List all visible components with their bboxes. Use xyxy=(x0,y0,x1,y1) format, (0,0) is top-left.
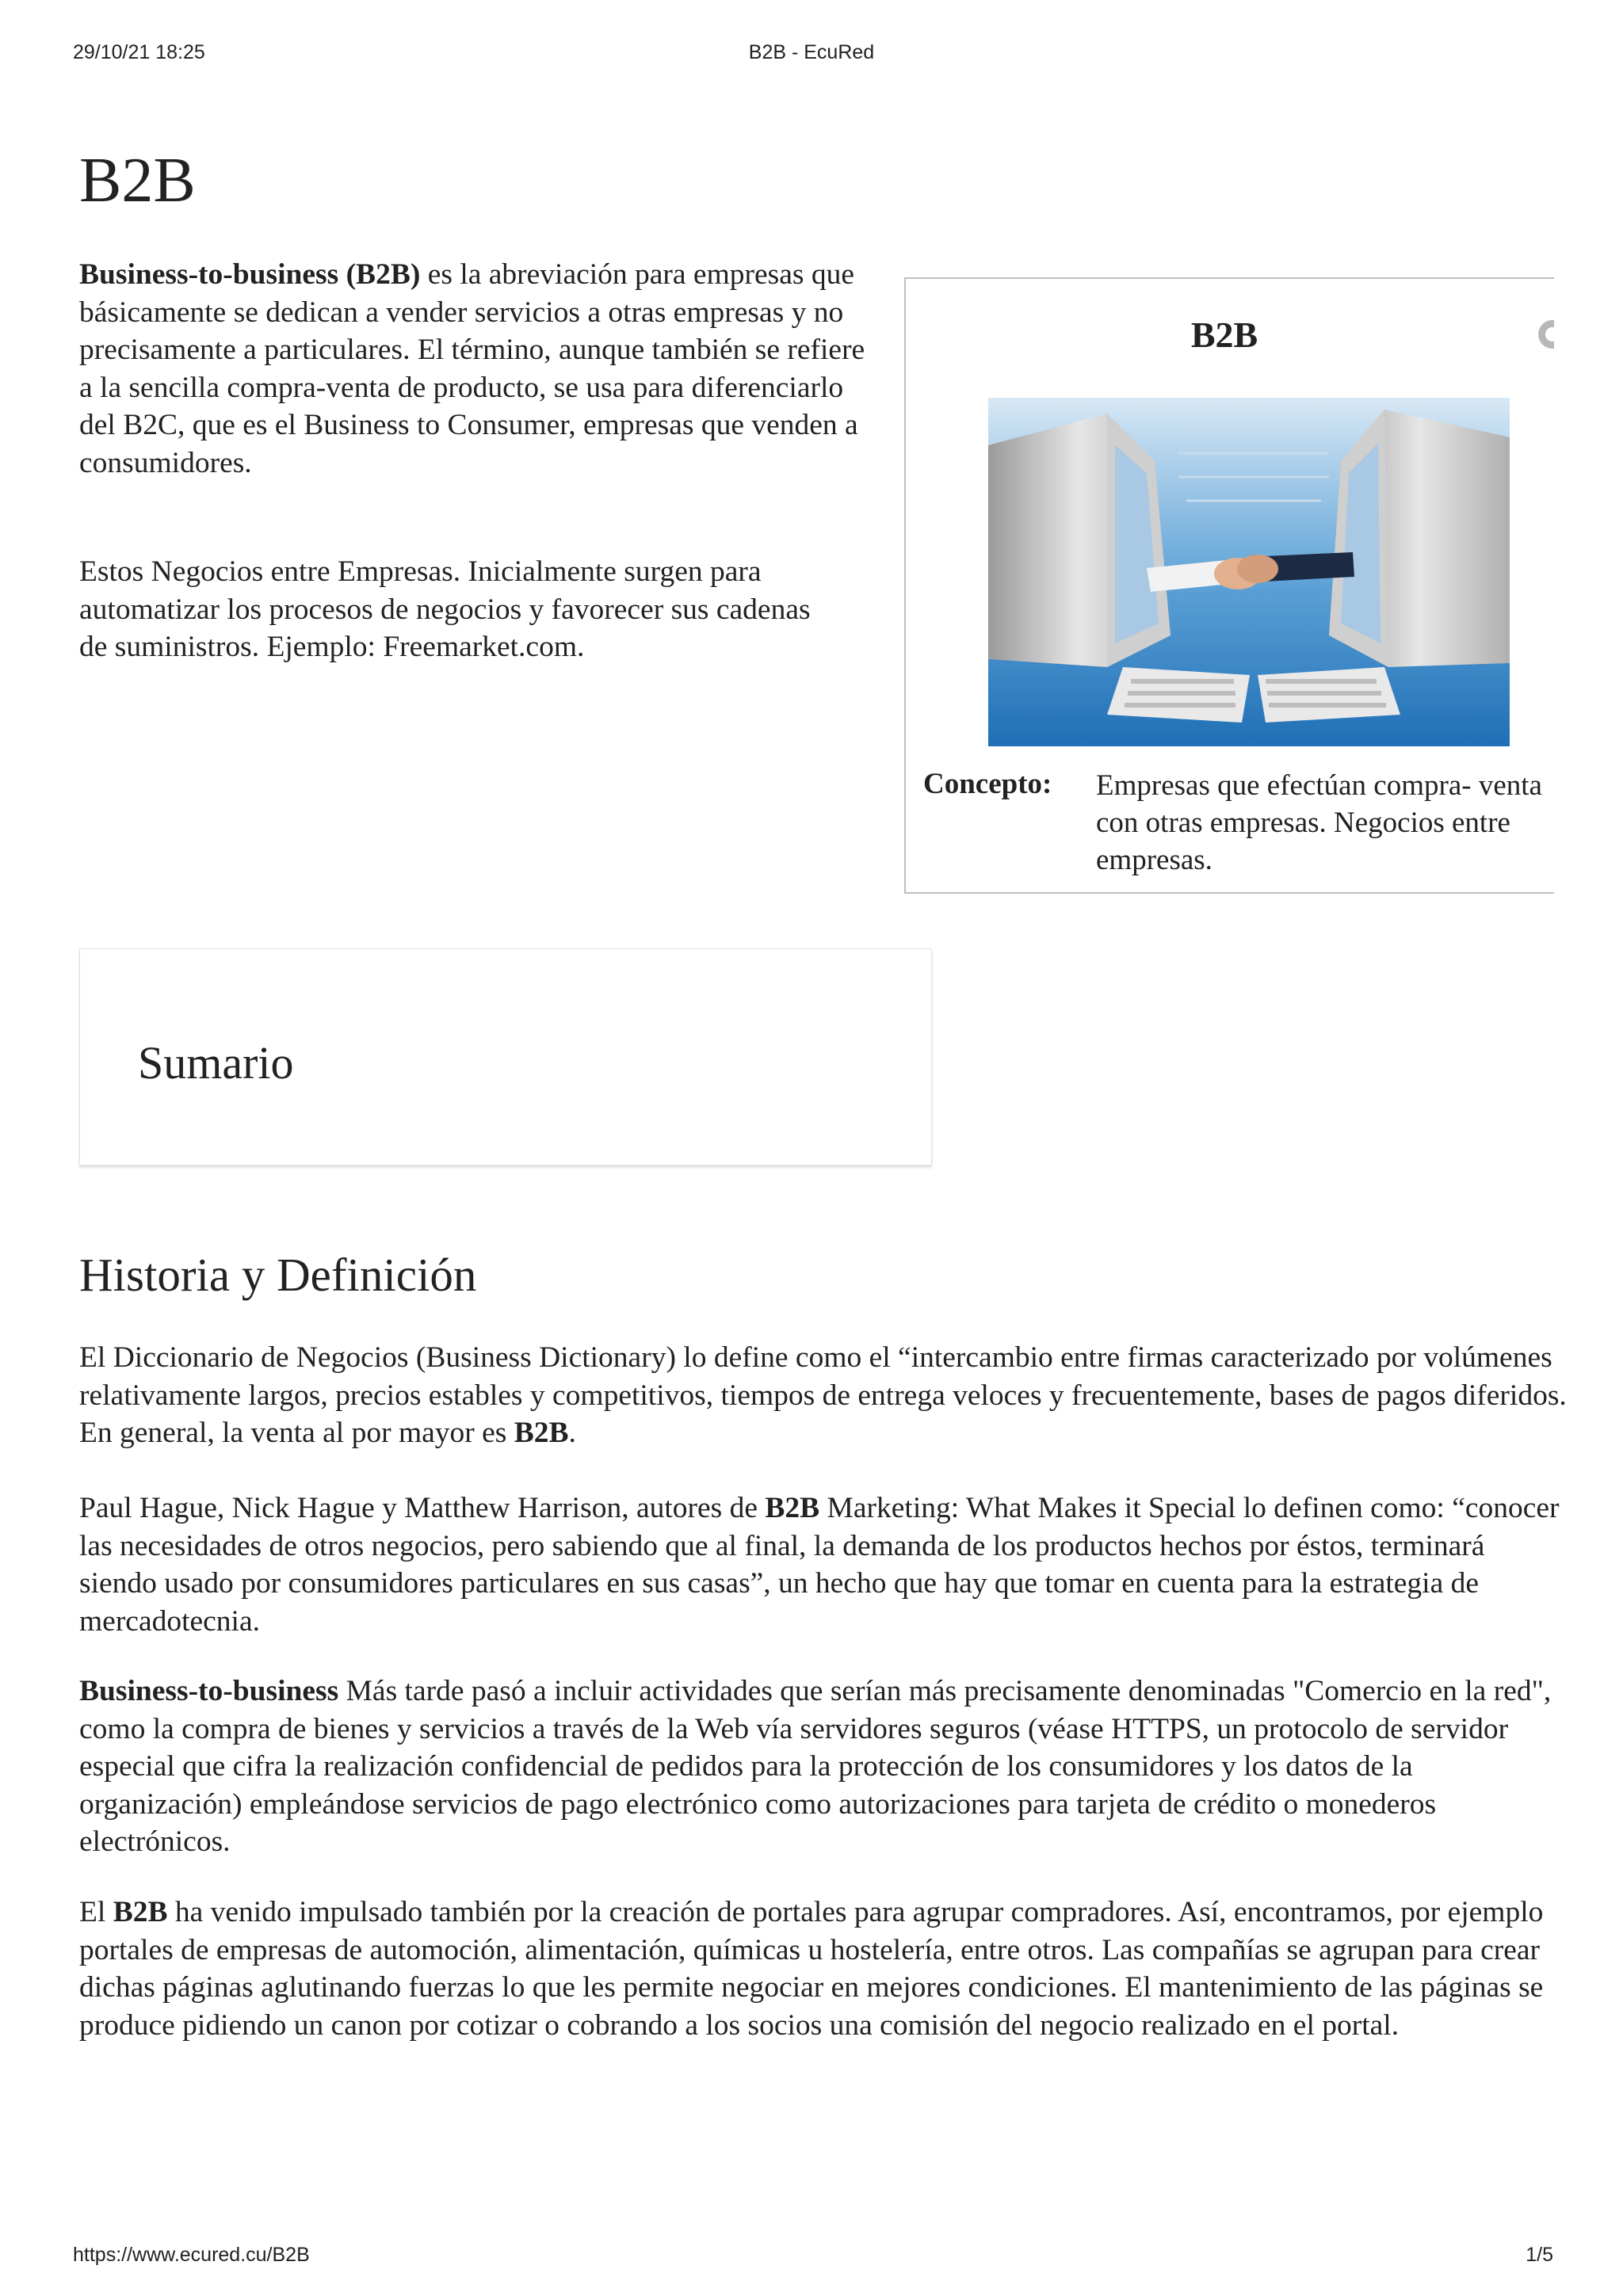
intro-paragraph-1 xyxy=(79,256,872,482)
intro-paragraph-2: Estos Negocios entre Empresas. Inicialmente surgen para automatizar los procesos de negocios y favorecer sus cadenas de suministros. Ejemplo: Freemarket.com. xyxy=(79,555,811,663)
print-page-number: 1/5 xyxy=(1526,2244,1553,2266)
section-paragraph-3 xyxy=(79,1672,1569,1861)
concept-label: Concepto: xyxy=(923,768,1052,800)
paragraph-text: ha venido impulsado también por la creación de portales para agrupar compradores. Así, encontramos, por ejemplo portales de empresas de automoción, alimentación, químicas u hostelería, entre otros. Las compañías se agrupan para crear dichas páginas aglutinando fuerzas lo que les permite negociar en mejores condiciones. El mantenimiento de las páginas se produce pidiendo un canon por cotizar o cobrando a los socios una comisión del negocio realizado en el portal. xyxy=(79,1896,1544,2042)
section-paragraph-2 xyxy=(79,1489,1569,1640)
section-paragraph-4 xyxy=(79,1894,1569,2044)
print-url: https://www.ecured.cu/B2B xyxy=(73,2244,310,2266)
section-heading: Historia y Definición xyxy=(79,1249,477,1301)
bold-term: B2B xyxy=(514,1417,569,1449)
handshake-computers-image xyxy=(988,398,1510,746)
paragraph-text: El Diccionario de Negocios (Business Dictionary) lo define como el “intercambio entre firmas caracterizado por volúmenes relativamente largos, precios estables y competitivos, tiempos de entrega veloces y frecuentemente, bases de pagos diferidos. En general, la venta al por mayor es xyxy=(79,1341,1567,1449)
paragraph-text: El xyxy=(79,1896,113,1928)
infobox xyxy=(904,277,1554,894)
infobox-image xyxy=(988,398,1510,746)
print-doc-title: B2B - EcuRed xyxy=(748,41,875,63)
toc-title[interactable]: Sumario xyxy=(138,1037,294,1089)
paragraph-text: . xyxy=(568,1417,576,1449)
table-of-contents xyxy=(79,948,932,1165)
page-title: B2B xyxy=(79,146,196,215)
paragraph-text: Paul Hague, Nick Hague y Matthew Harrison, autores de xyxy=(79,1492,766,1524)
concept-value: Empresas que efectúan compra- venta con otras empresas. Negocios entre empresas. xyxy=(1096,769,1542,876)
bold-term: B2B xyxy=(113,1896,168,1928)
intro-text: es la abreviación para empresas que básicamente se dedican a vender servicios a otras empresas y no precisamente a particulares. El término, aunque también se refiere a la sencilla compra-venta de producto, se usa para diferenciarlo del B2C, que es el Business to Consumer, empresas que venden a consumidores. xyxy=(79,258,865,479)
print-datetime: 29/10/21 18:25 xyxy=(73,41,205,63)
paragraph-text: Más tarde pasó a incluir actividades que serían más precisamente denominadas "Comercio en la red", como la compra de bienes y servicios a través de la Web vía servidores seguros (véase HTTPS, un protocolo de servidor especial que cifra la realización confidencial de pedidos para la protección de los consumidores y los datos de la organización) empleándose servicios de pago electrónico como autorizaciones para tarjeta de crédito o monederos electrónicos. xyxy=(79,1675,1552,1858)
infobox-title: B2B xyxy=(1190,315,1258,355)
section-paragraph-1 xyxy=(79,1339,1569,1452)
bold-term: B2B xyxy=(765,1492,820,1524)
paragraph-text: Marketing: What Makes it Special lo definen como: “conocer las necesidades de otros negocios, pero sabiendo que al final, la demanda de los productos hechos por éstos, terminará siendo usado por consumidores particulares en sus casas”, un hecho que hay que tomar en cuenta para la estrategia de mercadotecnia. xyxy=(79,1492,1560,1638)
bold-term: Business-to-business xyxy=(79,1675,339,1707)
intro-bold-term: Business-to-business (B2B) xyxy=(79,258,421,291)
